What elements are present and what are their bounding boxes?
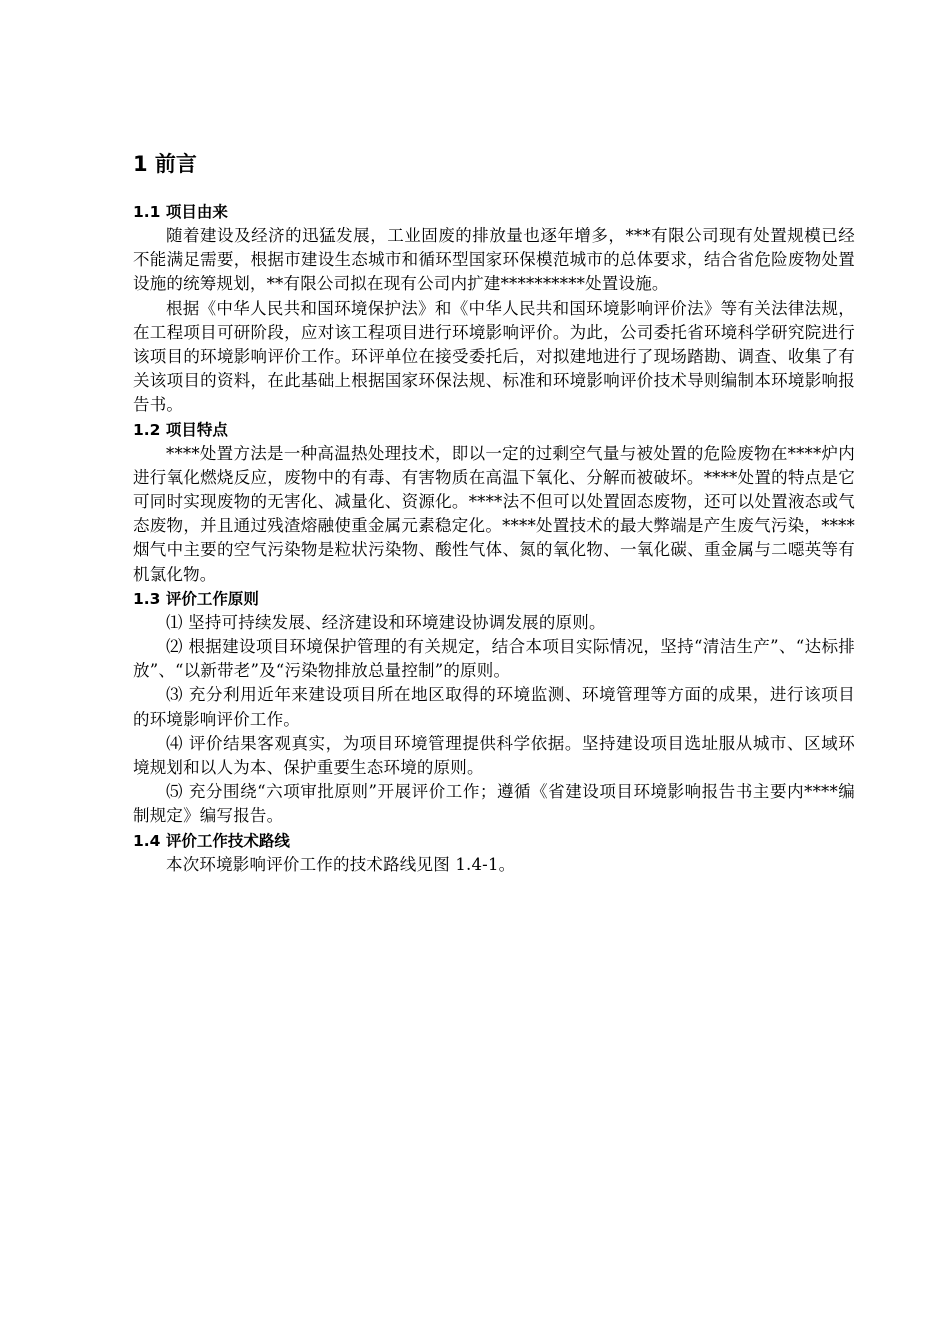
- section-project-origin: [133, 200, 855, 418]
- section-project-features: [133, 418, 855, 587]
- paragraph: 根据《中华人民共和国环境保护法》和《中华人民共和国环境影响评价法》等有关法律法规，在工程项目可研阶段，应对该工程项目进行环境影响评价。为此，公司委托省环境科学研究院进行该项目的环境影响评价工作。环评单位在接受委托后，对拟建地进行了现场踏勘、调查、收集了有关该项目的资料，在此基础上根据国家环保法规、标准和环境影响评价技术导则编制本环境影响报告书。: [133, 298, 855, 415]
- section-heading: 1.3 评价工作原则: [133, 589, 259, 608]
- section-evaluation-principles: [133, 587, 855, 829]
- section-heading: 1.4 评价工作技术路线: [133, 831, 290, 850]
- paragraph: 本次环境影响评价工作的技术路线见图 1.4-1。: [166, 854, 516, 874]
- document-page: [133, 148, 855, 877]
- list-item: ⑵ 根据建设项目环境保护管理的有关规定，结合本项目实际情况，坚持“清洁生产”、“达标排放”、“以新带老”及“污染物排放总量控制”的原则。: [133, 637, 855, 681]
- section-heading: 1.1 项目由来: [133, 203, 228, 221]
- list-item: ⑶ 充分利用近年来建设项目所在地区取得的环境监测、环境管理等方面的成果，进行该项目的环境影响评价工作。: [133, 685, 855, 729]
- paragraph: ****处置方法是一种高温热处理技术，即以一定的过剩空气量与被处置的危险废物在****炉内进行氧化燃烧反应，废物中的有毒、有害物质在高温下氧化、分解而被破坏。****处置的特点是它可同时实现废物的无害化、减量化、资源化。****法不但可以处置固态废物，还可以处置液态或气态废物，并且通过残渣熔融使重金属元素稳定化。****处置技术的最大弊端是产生废气污染，****烟气中主要的空气污染物是粒状污染物、酸性气体、氮的氧化物、一氧化碳、重金属与二噁英等有机氯化物。: [133, 443, 855, 584]
- list-item: ⑷ 评价结果客观真实，为项目环境管理提供科学依据。坚持建设项目选址服从城市、区域环境规划和以人为本、保护重要生态环境的原则。: [133, 733, 855, 778]
- chapter-title: 1 前言: [133, 152, 197, 176]
- list-item: ⑸ 充分围绕“六项审批原则”开展评价工作；遵循《省建设项目环境影响报告书主要内****编制规定》编写报告。: [133, 782, 855, 826]
- list-item: ⑴ 坚持可持续发展、经济建设和环境建设协调发展的原则。: [166, 612, 606, 632]
- section-technical-route: [133, 829, 855, 877]
- section-heading: 1.2 项目特点: [133, 420, 228, 439]
- paragraph: 随着建设及经济的迅猛发展，工业固废的排放量也逐年增多，***有限公司现有处置规模已经不能满足需要，根据市建设生态城市和循环型国家环保模范城市的总体要求，结合省危险废物处置设施的统筹规划，**有限公司拟在现有公司内扩建**********处置设施。: [133, 226, 855, 294]
